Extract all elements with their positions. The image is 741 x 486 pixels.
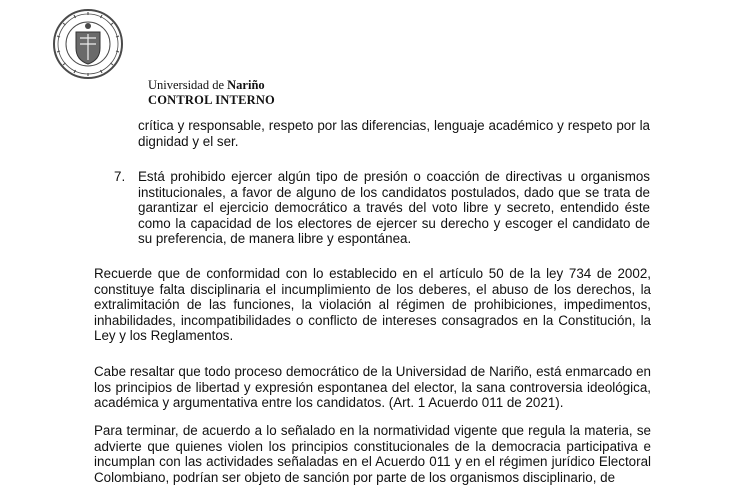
university-line [148,78,275,93]
paragraph-conclusion [94,423,651,485]
paragraph-text: Recuerde que de conformidad con lo establecido en el artículo 50 de la ley 734 de 2002, constituye falta disciplinaria el incumplimiento de los deberes, el abuso de los derechos, la extralimitación de las funciones, la violación al régimen de prohibiciones, impedimentos, inhabilidades, incompatibilidades o conflicto de intereses consagrados en la Constitución, la Ley y los Reglamentos. [94,266,651,344]
university-prefix: Universidad de [148,78,228,92]
university-name: Nariño [227,78,265,92]
continuation-text: crítica y responsable, respeto por las diferencias, lenguaje académico y respeto por la dignidad y el ser. [138,118,650,149]
paragraph-democratic-process [94,364,651,411]
paragraph-text: Cabe resaltar que todo proceso democrático de la Universidad de Nariño, está enmarcado en los principios de libertad y expresión espontanea del elector, la sana controversia ideológica, académica y argumentativa entre los candidatos. (Art. 1 Acuerdo 011 de 2021). [94,364,651,411]
list-item-continuation [138,118,650,149]
list-item-text: Está prohibido ejercer algún tipo de presión o coacción de directivas u organismos institucionales, a favor de alguno de los candidatos postulados, dado que se trata de garantizar el ejercicio democrático a través del voto libre y secreto, entendido éste como la capacidad de los electores de ejercer su derecho y escoger el candidato de su preferencia, de manera libre y espontánea. [138,169,650,247]
university-seal [52,8,124,80]
paragraph-disciplinary [94,266,651,344]
paragraph-text: Para terminar, de acuerdo a lo señalado en la normatividad vigente que regula la materia, se advierte que quienes violen los principios constitucionales de la democracia participativa e incumplan con las actividades señaladas en el Acuerdo 011 y en el régimen jurídico Electoral Colombiano, podrían ser objeto de sanción por parte de los organismos disciplinario, de [94,423,651,485]
list-item-number: 7. [114,169,126,184]
department-title: CONTROL INTERNO [148,93,275,107]
list-item-7 [138,169,650,247]
letterhead [148,78,275,108]
